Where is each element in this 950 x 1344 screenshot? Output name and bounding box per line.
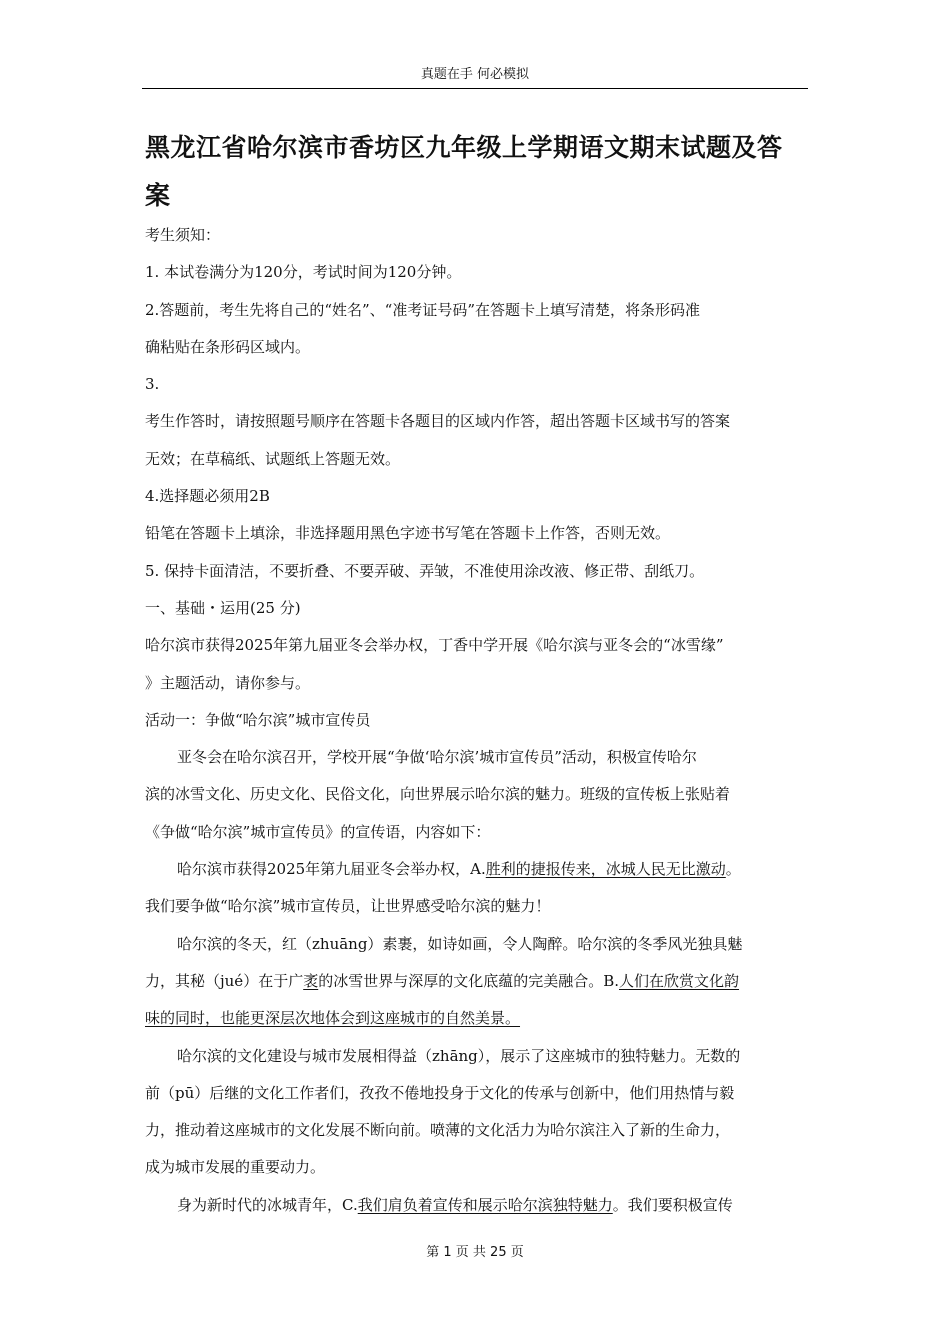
notice-item-1: 1. 本试卷满分为120分，考试时间为120分钟。 (145, 263, 462, 282)
notice-item-4-number: 4.选择题必须用2B (145, 487, 270, 506)
notice-item-5: 5. 保持卡面清洁，不要折叠、不要弄破、弄皱，不准使用涂改液、修正带、刮纸刀。 (145, 561, 705, 580)
paragraph-1-line-a: 亚冬会在哈尔滨召开，学校开展“争做‘哈尔滨’城市宣传员”活动，积极宣传哈尔 (177, 748, 697, 767)
underlined-character: 袤 (303, 971, 319, 990)
notice-item-2a: 2.答题前，考生先将自己的“姓名”、“准考证号码”在答题卡上填写清楚，将条形码准 (145, 300, 700, 319)
paragraph-3-line-c (145, 1000, 810, 1037)
section-heading: 一、基础・运用(25 分) (145, 598, 301, 617)
paragraph-2-line-b: 我们要争做“哈尔滨”城市宣传员，让世界感受哈尔滨的魅力！ (145, 897, 551, 916)
underlined-sentence-a: 胜利的捷报传来，冰城人民无比激动 (485, 860, 726, 879)
paragraph-4-line-a: 哈尔滨的文化建设与城市发展相得益（zhāng），展示了这座城市的独特魅力。无数的 (177, 1046, 741, 1065)
paragraph-5-line-a (145, 1187, 810, 1224)
page-footer: 第 1 页 共 25 页 (426, 1245, 524, 1260)
notice-heading: 考生须知： (145, 226, 221, 244)
text-span: 身为新时代的冰城青年，C. (177, 1195, 358, 1214)
notice-item-3a: 考生作答时，请按照题号顺序在答题卡各题目的区域内作答，超出答题卡区域书写的答案 (145, 412, 731, 431)
text-span: 。 (725, 860, 741, 879)
activity-heading: 活动一：争做“哈尔滨”城市宣传员 (145, 710, 371, 729)
paragraph-2-line-a (145, 851, 810, 888)
notice-item-4a: 铅笔在答题卡上填涂，非选择题用黑色字迹书写笔在答题卡上作答，否则无效。 (145, 524, 671, 543)
header-divider (142, 88, 808, 89)
paragraph-1-line-c: 《争做“哈尔滨”城市宣传员》的宣传语，内容如下： (145, 822, 491, 841)
paragraph-1-line-b: 滨的冰雪文化、历史文化、民俗文化，向世界展示哈尔滨的魅力。班级的宣传板上张贴着 (145, 785, 731, 804)
text-span: 力，其秘（jué）在于广 (145, 971, 304, 990)
paragraph-3-line-b (145, 963, 810, 1000)
underlined-sentence-b-end: 味的同时，也能更深层次地体会到这座城市的自然美景。 (145, 1009, 521, 1028)
notice-item-3b: 无效；在草稿纸、试题纸上答题无效。 (145, 449, 401, 468)
underlined-sentence-b-start: 人们在欣赏文化韵 (619, 971, 740, 990)
paragraph-3-line-a: 哈尔滨的冬天，红（zhuāng）素裹，如诗如画，令人陶醉。哈尔滨的冬季风光独具魅 (177, 934, 743, 953)
document-title: 黑龙江省哈尔滨市香坊区九年级上学期语文期末试题及答案 (145, 133, 783, 210)
text-span: 的冰雪世界与深厚的文化底蕴的完美融合。B. (318, 971, 620, 990)
paragraph-4-line-b: 前（pū）后继的文化工作者们，孜孜不倦地投身于文化的传承与创新中，他们用热情与毅 (145, 1083, 735, 1102)
paragraph-4-line-d: 成为城市发展的重要动力。 (145, 1158, 326, 1177)
intro-line-a: 哈尔滨市获得2025年第九届亚冬会举办权，丁香中学开展《哈尔滨与亚冬会的“冰雪缘” (145, 636, 724, 655)
text-span: 。我们要积极宣传 (612, 1195, 733, 1214)
page-header: 真题在手 何必模拟 (420, 67, 530, 82)
underlined-sentence-c: 我们肩负着宣传和展示哈尔滨独特魅力 (357, 1195, 613, 1214)
text-span: 哈尔滨市获得2025年第九届亚冬会举办权，A. (177, 860, 486, 879)
intro-line-b: 》主题活动，请你参与。 (145, 673, 311, 692)
notice-item-3-number: 3. (145, 375, 160, 394)
notice-item-2b: 确粘贴在条形码区域内。 (145, 337, 311, 356)
paragraph-4-line-c: 力，推动着这座城市的文化发展不断向前。喷薄的文化活力为哈尔滨注入了新的生命力， (145, 1121, 731, 1140)
document-body (145, 217, 810, 1224)
